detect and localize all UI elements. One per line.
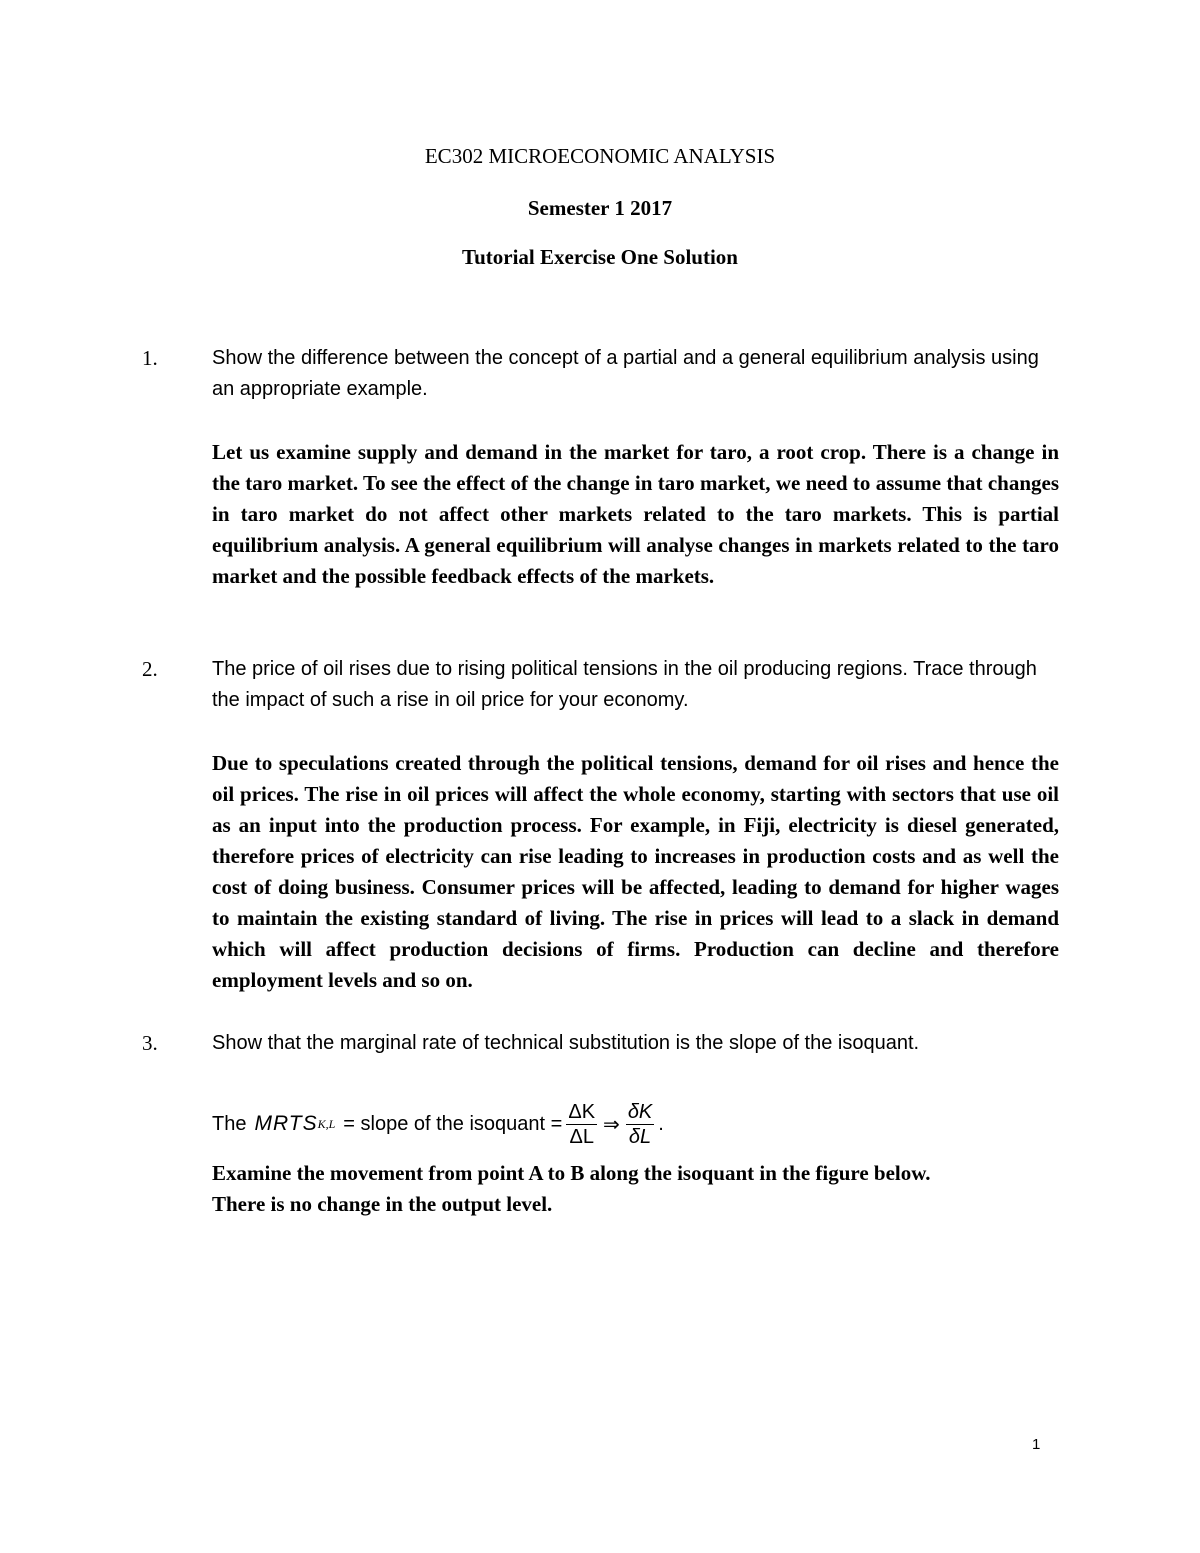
fraction-delta-numerator: ΔK bbox=[568, 1100, 596, 1123]
fraction-partial bbox=[626, 1100, 654, 1149]
fraction-delta-denominator: ΔL bbox=[569, 1125, 594, 1148]
fraction-partial-numerator: δK bbox=[627, 1100, 653, 1123]
formula-middle: = slope of the isoquant = bbox=[343, 1112, 563, 1135]
formula-subscript: K,L bbox=[317, 1116, 336, 1131]
question-1-text: Show the difference between the concept of a partial and a general equilibrium analysis using an appropriate example. bbox=[212, 347, 1039, 400]
question-2-answer: Due to speculations created through the political tensions, demand for oil rises and hence the oil prices. The rise in oil prices will affect the whole economy, starting with sectors that use oil as an input into the production process. For example, in Fiji, electricity is diesel generated, therefore prices of electricity can rise leading to increases in production costs and as well the cost of doing business. Consumer prices will be affected, leading to demand for higher wages to maintain the existing standard of living. The rise in prices will lead to a slack in demand which will affect production decisions of firms. Production can decline and therefore employment levels and so on. bbox=[212, 751, 1059, 992]
semester-label: Semester 1 2017 bbox=[527, 196, 673, 220]
implies-arrow-icon: ⇒ bbox=[603, 1112, 620, 1136]
mrts-formula bbox=[212, 1093, 664, 1155]
question-3-text: Show that the marginal rate of technical substitution is the slope of the isoquant. bbox=[212, 1032, 920, 1054]
formula-symbol: MRTS bbox=[254, 1112, 318, 1135]
document-title: EC302 MICROECONOMIC ANALYSIS bbox=[424, 144, 776, 168]
document-subtitle: Tutorial Exercise One Solution bbox=[462, 245, 738, 269]
question-3-number: 3. bbox=[142, 1031, 158, 1055]
question-2-number: 2. bbox=[142, 657, 158, 681]
fraction-delta bbox=[566, 1100, 597, 1149]
question-1-number: 1. bbox=[142, 346, 158, 370]
page-number: 1 bbox=[1032, 1436, 1041, 1453]
formula-end: . bbox=[658, 1112, 664, 1135]
formula-prefix: The bbox=[212, 1112, 247, 1135]
question-1-answer: Let us examine supply and demand in the market for taro, a root crop. There is a change in the taro market. To see the effect of the change in taro market, we need to assume that changes in taro market do not affect other markets related to the taro markets. This is partial equilibrium analysis. A general equilibrium will analyse changes in markets related to the taro market and the possible feedback effects of the markets. bbox=[212, 440, 1059, 588]
fraction-partial-denominator: δL bbox=[628, 1125, 652, 1148]
question-3-answer-line-1: Examine the movement from point A to B along the isoquant in the figure below. bbox=[212, 1161, 931, 1185]
question-3-answer-line-2: There is no change in the output level. bbox=[212, 1192, 553, 1216]
question-2-text: The price of oil rises due to rising political tensions in the oil producing regions. Trace through the impact of such a rise in oil price for your economy. bbox=[212, 658, 1037, 711]
